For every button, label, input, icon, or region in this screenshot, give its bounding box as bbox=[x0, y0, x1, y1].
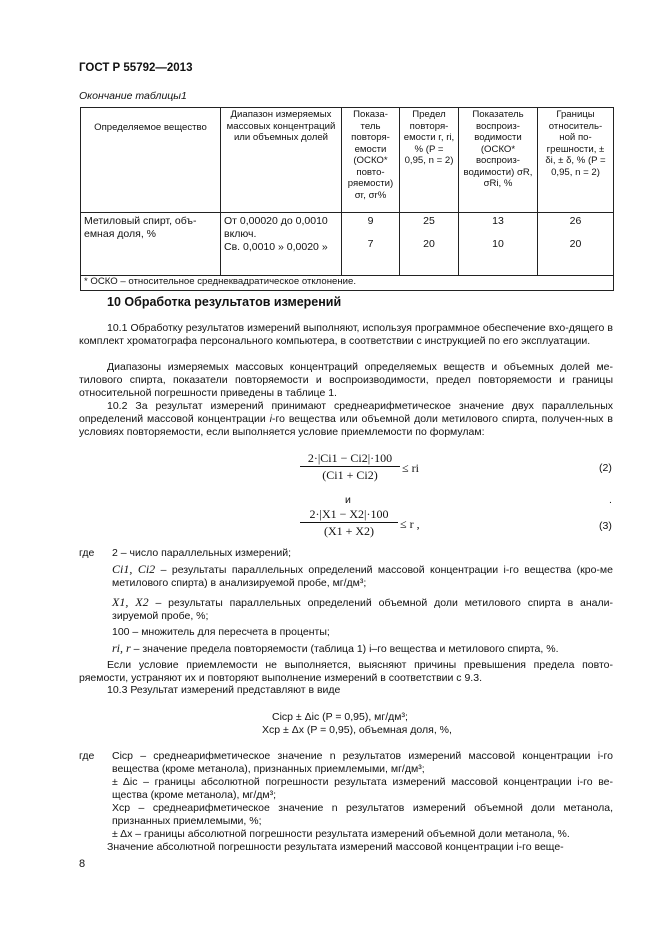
range-2: Св. 0,0010 » 0,0020 » bbox=[224, 241, 328, 253]
formula-3-rhs: ≤ r , bbox=[400, 517, 420, 531]
r-value-2: 20 bbox=[423, 238, 435, 250]
r-value-1: 25 bbox=[423, 215, 435, 227]
d-value-1: 26 bbox=[569, 215, 582, 227]
table-row bbox=[81, 213, 614, 276]
where-1-item-2 bbox=[112, 563, 613, 590]
formula-and: и bbox=[345, 494, 351, 506]
paragraph-fail: Если условие приемлемости не выполняется, выясняют причины превышения предела повто-ряемости, устраняют их и повторяют выполнение измерений в соответствии с 9.3. bbox=[79, 659, 613, 684]
where-label-1: где bbox=[79, 547, 95, 559]
sr-cell bbox=[342, 213, 400, 276]
header-substance: Определяемое вещество bbox=[81, 108, 221, 213]
page-number: 8 bbox=[79, 858, 86, 870]
data-table bbox=[80, 107, 614, 291]
formula-3-label: (3) bbox=[599, 520, 612, 532]
formula-2-numerator: 2·|Ci1 − Ci2|·100 bbox=[300, 452, 400, 467]
sr-value-2: 7 bbox=[367, 238, 374, 250]
table-footnote-row bbox=[81, 276, 614, 291]
formula-dot: . bbox=[609, 494, 612, 506]
formula-3-numerator: 2·|X1 − X2|·100 bbox=[300, 508, 398, 523]
header-reproducibility-index: Показатель воспроиз-водимости (ОСКО* воспроиз-водимости) σR, σRi, % bbox=[459, 108, 538, 213]
d-cell bbox=[538, 213, 614, 276]
table-caption: Окончание таблицы1 bbox=[79, 90, 187, 102]
formula-2-rhs: ≤ ri bbox=[402, 461, 419, 475]
where-2-item-2: ± Δic – границы абсолютной погрешности результата измерений массовой концентрации i-го ве-щества (кроме метанола), мг/дм³; bbox=[112, 776, 613, 801]
sym-x1-x2: X1, X2 bbox=[112, 595, 149, 609]
header-range: Диапазон измеряемых массовых концентраций или объемных долей bbox=[221, 108, 342, 213]
sr-value-1: 9 bbox=[367, 215, 374, 227]
p10-2-part-a: 10.2 За результат измерений принимают среднеарифметическое значение двух параллельных определений массовой концентрации bbox=[79, 400, 613, 425]
result-line-1: Ciср ± Δic (P = 0,95), мг/дм³; bbox=[272, 711, 408, 723]
range-cell bbox=[221, 213, 342, 276]
sR-value-2: 10 bbox=[492, 238, 504, 250]
table-footnote: * ОСКО – относительное среднеквадратическое отклонение. bbox=[81, 276, 614, 291]
sR-cell bbox=[459, 213, 538, 276]
formula-3-denominator: (X1 + X2) bbox=[323, 524, 375, 538]
paragraph-10-2 bbox=[79, 400, 613, 439]
where-label-2: где bbox=[79, 750, 95, 762]
d-value-2: 20 bbox=[569, 238, 582, 250]
header-repeatability-index: Показа-тель повторя-емости (ОСКО* повто-ряемости) σr, σr% bbox=[342, 108, 400, 213]
where-2-item-1: Ciср – среднеарифметическое значение n результатов измерений массовой концентрации i-го вещества (кроме метанола), признанных приемлемыми, мг/дм³; bbox=[112, 750, 613, 775]
sR-value-1: 13 bbox=[492, 215, 504, 227]
where-2-item-3: Xср – среднеарифметическое значение n результатов измерений объемной доли метанола, признанных приемлемыми, %; bbox=[112, 802, 613, 827]
formula-2-fraction bbox=[300, 452, 400, 482]
formula-2-label: (2) bbox=[599, 462, 612, 474]
paragraph-10-3: 10.3 Результат измерений представляют в виде bbox=[107, 684, 341, 696]
r-cell bbox=[400, 213, 459, 276]
where-2-item-4: ± Δx – границы абсолютной погрешности результата измерений объемной доли метанола, %. bbox=[112, 828, 570, 840]
paragraph-10-1: 10.1 Обработку результатов измерений выполняют, используя программное обеспечение вхо-дящего в комплект хроматографа персонального компьютера, в соответствии с инструкцией по его эксплуатации. bbox=[79, 322, 613, 347]
where-1-item-3-text: – результаты параллельных определений объемной доли метилового спирта в анали-зируемой пробе, %; bbox=[112, 597, 613, 622]
where-1-item-3 bbox=[112, 596, 613, 623]
header-repeatability-limit: Предел повторя-емости r, ri, % (P = 0,95, n = 2) bbox=[400, 108, 459, 213]
formula-2-denominator: (Ci1 + Ci2) bbox=[322, 468, 378, 482]
paragraph-last: Значение абсолютной погрешности результата измерений массовой концентрации i-го веще- bbox=[107, 841, 564, 853]
where-1-item-5-text: – значение предела повторяемости (таблица 1) i–го вещества и метилового спирта, %. bbox=[130, 643, 559, 655]
header-error-bounds: Границы относитель-ной по-грешности, ± δi, ± δ, % (P = 0,95, n = 2) bbox=[538, 108, 614, 213]
row-label: Метиловый спирт, объ-емная доля, % bbox=[81, 213, 221, 276]
where-1-item-5 bbox=[112, 642, 613, 656]
sym-ci1-ci2: Ci1, Ci2 bbox=[112, 562, 156, 576]
p10-2-italic-i: i bbox=[269, 413, 272, 425]
paragraph-ranges: Диапазоны измеряемых массовых концентраций определяемых веществ и объемных долей ме-тилового спирта, показатели повторяемости и воспроизводимости, предел повторяемости и границы относительной погрешности приведены в таблице 1. bbox=[79, 361, 613, 399]
table-header-row bbox=[81, 108, 614, 213]
range-1: От 0,00020 до 0,0010 включ. bbox=[224, 215, 328, 240]
where-1-item-4: 100 – множитель для пересчета в проценты; bbox=[112, 626, 330, 638]
sym-ri-r: ri, r bbox=[112, 641, 131, 655]
section-title: 10 Обработка результатов измерений bbox=[107, 295, 342, 309]
result-line-2: Xср ± Δx (P = 0,95), объемная доля, %, bbox=[262, 724, 452, 736]
p10-2-part-b: -го вещества или объемной доли метилового спирта, получен-ных в условиях повторяемости, если выполняется условие приемлемости по формулам: bbox=[79, 413, 613, 438]
where-1-item-1: 2 – число параллельных измерений; bbox=[112, 547, 292, 559]
standard-number: ГОСТ Р 55792—2013 bbox=[79, 62, 193, 74]
formula-3-fraction bbox=[300, 508, 398, 538]
where-1-item-2-text: – результаты параллельных определений массовой концентрации i-го вещества (кро-ме метилового спирта) в анализируемой пробе, мг/дм³; bbox=[112, 564, 613, 589]
